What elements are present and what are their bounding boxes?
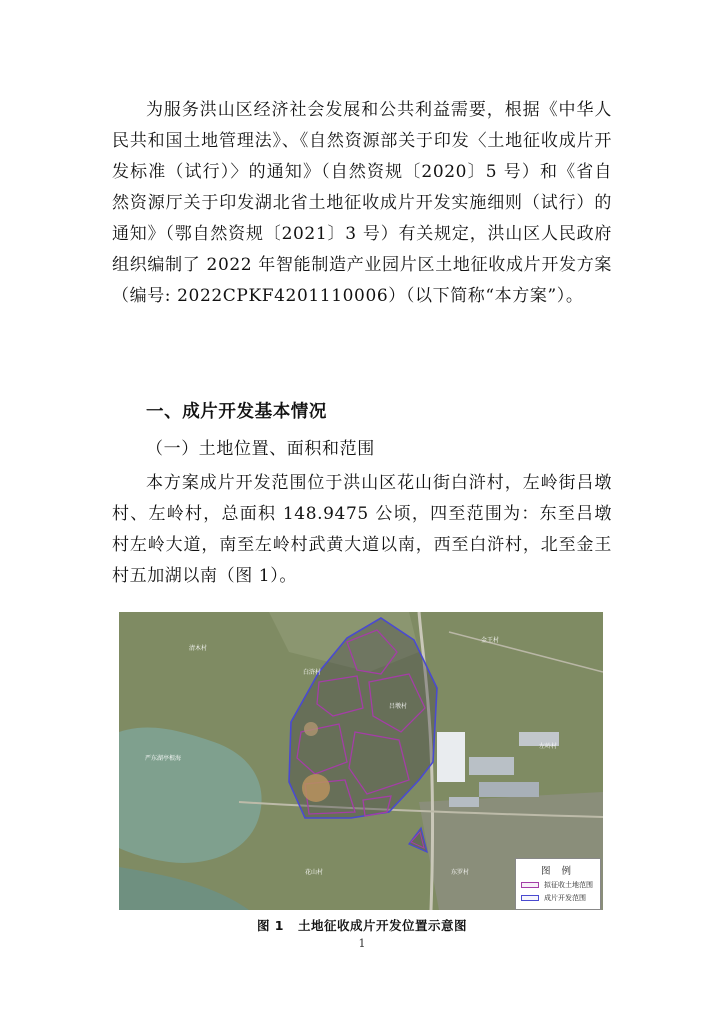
map-label-south: 花山村 [305, 869, 324, 876]
caption-text: 土地征收成片开发位置示意图 [298, 918, 468, 933]
map-label-qingmu: 清木村 [189, 645, 208, 652]
legend-swatch-purple [521, 882, 539, 888]
map-label-yanqiao: 严东湖亭根海 [145, 755, 182, 762]
legend-label: 成片开发范围 [544, 894, 586, 902]
location-paragraph: 本方案成片开发范围位于洪山区花山街白浒村，左岭街吕墩村、左岭村，总面积 148.9475 公顷，四至范围为：东至吕墩村左岭大道，南至左岭村武黄大道以南，西至白浒村，北至金王村五加湖以南（图 1）。 [112, 473, 612, 586]
location-map-figure [119, 612, 603, 910]
map-label-lvdun: 吕墩村 [389, 703, 408, 710]
intro-paragraph: 为服务洪山区经济社会发展和公共利益需要，根据《中华人民共和国土地管理法》、《自然资源部关于印发〈土地征收成片开发标准（试行）〉的通知》（自然资规〔2020〕5 号）和《省自然资源厅关于印发湖北省土地征收成片开发实施细则（试行）的通知》（鄂自然资规〔2021〕3 号）有关规定，洪山区人民政府组织编制了 2022 年智能制造产业园片区土地征收成片开发方案（编号: 2022CPKF4201110006）（以下简称“本方案”）。 [112, 100, 612, 306]
legend-swatch-blue [521, 895, 539, 901]
legend-label: 拟征收土地范围 [544, 881, 593, 889]
figure-caption [0, 916, 724, 934]
subsection-heading: （一）土地位置、面积和范围 [146, 439, 375, 459]
page-number: 1 [358, 937, 366, 950]
legend-item-development [521, 893, 600, 903]
caption-number: 图 1 [256, 918, 285, 933]
section-heading: 一、成片开发基本情况 [146, 402, 327, 422]
map-label-dongjia: 东罗村 [451, 869, 470, 876]
legend-item-acquisition [521, 880, 600, 890]
map-label-jinwang: 金王村 [481, 637, 500, 644]
map-legend [515, 858, 601, 910]
map-label-baihu: 白浒村 [303, 669, 322, 676]
map-label-zuoling: 左岭村 [539, 743, 558, 750]
legend-title: 图 例 [540, 866, 576, 877]
